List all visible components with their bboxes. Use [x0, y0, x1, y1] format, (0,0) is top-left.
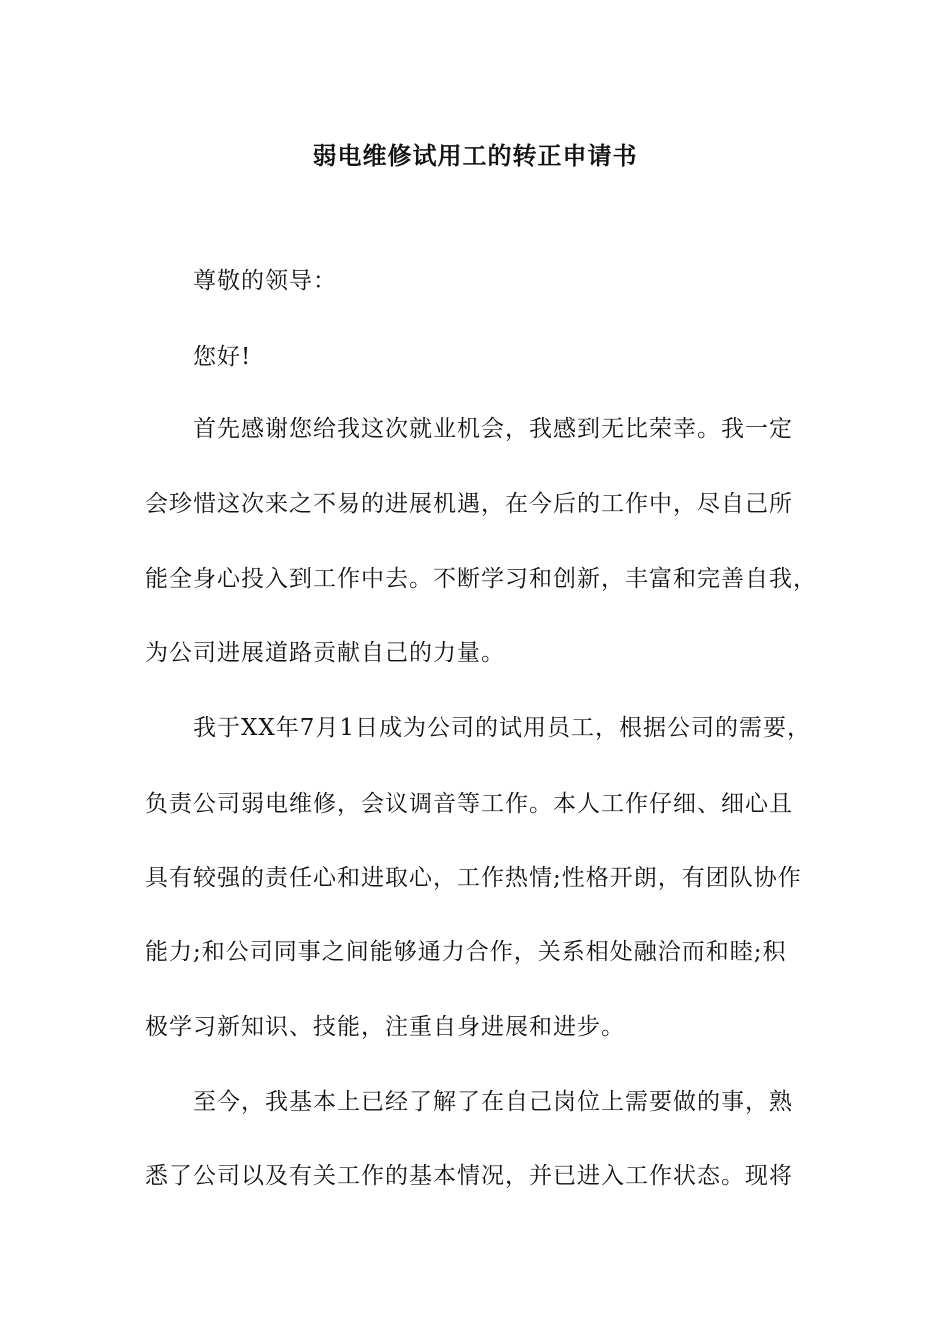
paragraph-2-line-4: 能力;和公司同事之间能够通力合作，关系相处融洽而和睦;积	[145, 939, 787, 965]
document-title: 弱电维修试用工的转正申请书	[312, 141, 638, 170]
greeting: 您好!	[193, 344, 252, 370]
paragraph-2-line-1: 我于XX年7月1日成为公司的试用员工，根据公司的需要，	[193, 715, 812, 741]
paragraph-3-line-2: 悉了公司以及有关工作的基本情况，并已进入工作状态。现将	[145, 1163, 793, 1189]
paragraph-2-line-2: 负责公司弱电维修，会议调音等工作。本人工作仔细、细心且	[145, 791, 793, 817]
paragraph-2-line-3: 具有较强的责任心和进取心，工作热情;性格开朗，有团队协作	[145, 865, 802, 891]
paragraph-1-line-3: 能全身心投入到工作中去。不断学习和创新，丰富和完善自我，	[145, 566, 817, 592]
paragraph-2-line-5: 极学习新知识、技能，注重自身进展和进步。	[145, 1014, 625, 1040]
paragraph-1-line-4: 为公司进展道路贡献自己的力量。	[145, 640, 505, 666]
paragraph-1-line-2: 会珍惜这次来之不易的进展机遇，在今后的工作中，尽自己所	[145, 491, 793, 517]
paragraph-1-line-1: 首先感谢您给我这次就业机会，我感到无比荣幸。我一定	[193, 416, 793, 442]
paragraph-3-line-1: 至今，我基本上已经了解了在自己岗位上需要做的事，熟	[193, 1089, 793, 1115]
salutation: 尊敬的领导：	[193, 268, 337, 294]
